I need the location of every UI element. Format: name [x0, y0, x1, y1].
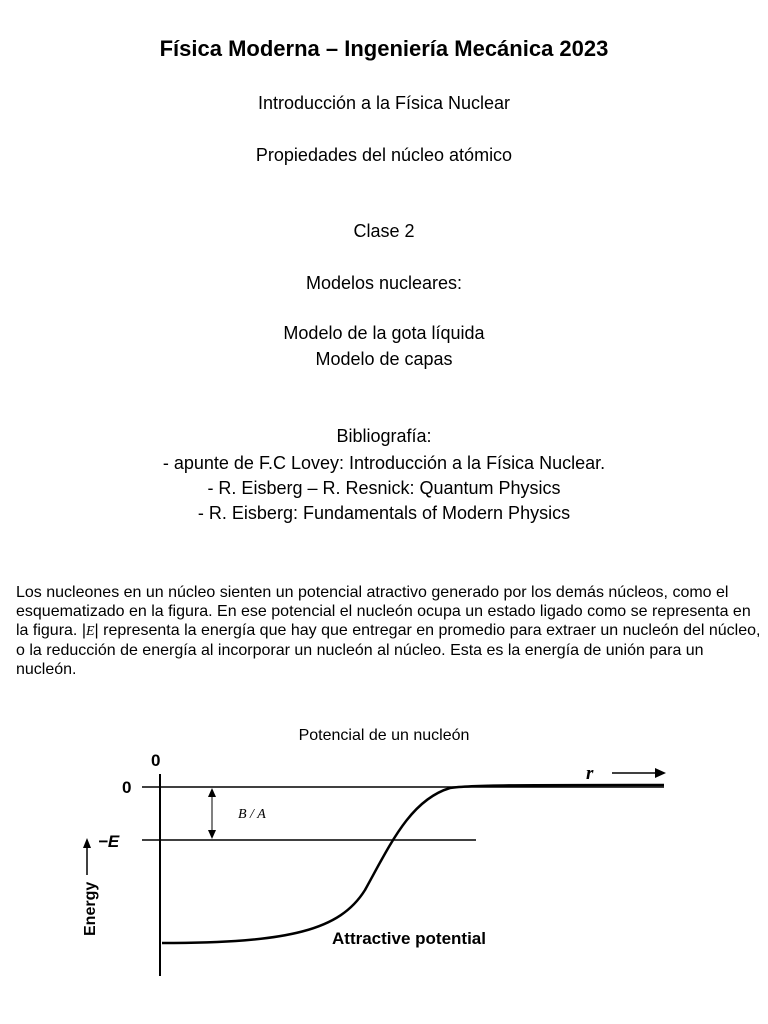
model-item: Modelo de la gota líquida: [283, 323, 485, 343]
subtitle-properties: Propiedades del núcleo atómico: [255, 145, 513, 165]
r-arrow-head: [655, 768, 666, 778]
energy-symbol: E: [85, 624, 95, 639]
energy-axis-label: Energy: [82, 881, 99, 936]
bibliography-item: - apunte de F.C Lovey: Introducción a la Física Nuclear.: [162, 453, 606, 473]
zero-energy-label: 0: [122, 778, 132, 797]
subtitle-intro: Introducción a la Física Nuclear: [257, 93, 511, 113]
arrow-head-up: [208, 788, 216, 797]
energy-arrow-head: [83, 838, 91, 848]
origin-label: 0: [151, 751, 161, 770]
bibliography-item: - R. Eisberg: Fundamentals of Modern Physics: [197, 503, 571, 523]
attractive-potential-label: Attractive potential: [332, 929, 486, 948]
model-item: Modelo de capas: [315, 349, 453, 369]
class-label: Clase 2: [353, 221, 415, 241]
bibliography-item: - R. Eisberg – R. Resnick: Quantum Physics: [207, 478, 561, 498]
bibliography-heading: Bibliografía:: [336, 426, 432, 446]
models-heading: Modelos nucleares:: [305, 273, 463, 293]
potential-diagram: [0, 740, 768, 1024]
paragraph-text: | representa la energía que hay que entregar en promedio para extraer un nucleón del núcleo, o la reducción de energía al incorporar un nucleón al núcleo. Esta es la energía de unión para un nucleón.: [16, 622, 761, 678]
binding-label: B / A: [238, 807, 266, 822]
r-label: r: [586, 763, 594, 784]
paragraph-text: Los nucleones en un núcleo sienten un potencial atractivo generado por los demás núcleos, como el esquematizado en la figura. En ese potencial el nucleón ocupa un estado ligado como se representa en la figura. |: [16, 584, 751, 639]
page-title: Física Moderna – Ingeniería Mecánica 2023: [159, 36, 609, 61]
intro-paragraph: [16, 583, 761, 679]
arrow-head-down: [208, 830, 216, 839]
figure-title: Potencial de un nucleón: [298, 727, 470, 744]
minus-e-label: −E: [98, 832, 120, 851]
